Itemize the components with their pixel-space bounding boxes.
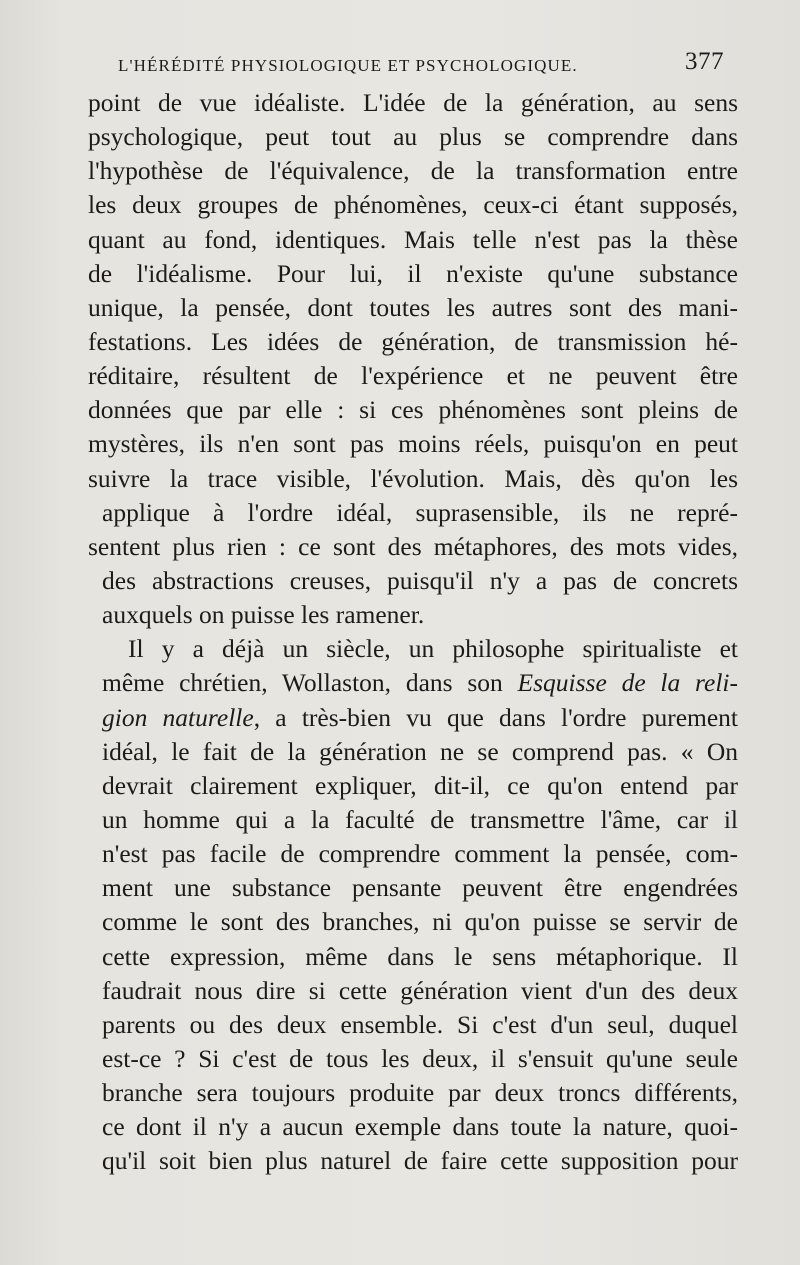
text-line: comme le sont des branches, ni qu'on puisse se servir de (102, 907, 738, 937)
text-line: point de vue idéaliste. L'idée de la génération, au sens (88, 88, 738, 117)
text-line (88, 701, 738, 735)
text-line: ce dont il n'y a aucun exemple dans toute la nature, quoi- (102, 1112, 738, 1142)
text-line: cette expression, même dans le sens métaphorique. Il (102, 941, 738, 971)
running-title: L'HÉRÉDITÉ PHYSIOLOGIQUE ET PSYCHOLOGIQUE. (118, 56, 578, 75)
running-head (118, 46, 724, 82)
text-line: faudrait nous dire si cette génération vient d'un des deux (102, 975, 738, 1005)
text-line: un homme qui a la faculté de transmettre l'âme, car il (102, 804, 738, 834)
book-title-italic: gion naturelle (102, 702, 254, 732)
text-line: idéal, le fait de la génération ne se comprend pas. « On (102, 736, 738, 766)
text-line: mystères, ils n'en sont pas moins réels, puisqu'on en peut (88, 429, 738, 459)
text-segment: même chrétien, Wollaston, dans son (102, 668, 518, 698)
paragraph-start-line: Il y a déjà un siècle, un philosophe spiritualiste et (128, 634, 738, 664)
text-line: réditaire, résultent de l'expérience et ne peuvent être (88, 361, 738, 391)
text-line: unique, la pensée, dont toutes les autres sont des mani- (88, 292, 738, 322)
book-title-italic: Esquisse de la reli- (517, 668, 738, 698)
text-line: applique à l'ordre idéal, suprasensible, ils ne repré- (102, 497, 738, 527)
text-line: devrait clairement expliquer, dit-il, ce qu'on entend par (102, 770, 738, 800)
text-line: des abstractions creuses, puisqu'il n'y a pas de concrets (102, 565, 738, 595)
text-line (88, 666, 738, 700)
text-line: suivre la trace visible, l'évolution. Mais, dès qu'on les (88, 463, 738, 493)
text-line: parents ou des deux ensemble. Si c'est d'un seul, duquel (102, 1009, 738, 1039)
text-line: n'est pas facile de comprendre comment la pensée, com- (102, 839, 738, 869)
text-line: de l'idéalisme. Pour lui, il n'existe qu'une substance (88, 258, 738, 288)
page-number: 377 (685, 48, 724, 75)
text-line: psychologique, peut tout au plus se comprendre dans (88, 122, 738, 152)
text-line: ment une substance pensante peuvent être engendrées (102, 873, 738, 903)
text-line: qu'il soit bien plus naturel de faire cette supposition pour (102, 1146, 738, 1176)
text-line: quant au fond, identiques. Mais telle n'est pas la thèse (88, 224, 738, 254)
text-segment: , a très-bien vu que dans l'ordre purement (253, 702, 739, 732)
text-line: l'hypothèse de l'équivalence, de la transformation entre (88, 156, 738, 186)
text-line: données que par elle : si ces phénomènes sont pleins de (88, 395, 738, 425)
text-line: festations. Les idées de génération, de transmission hé- (88, 326, 738, 356)
body-text (88, 86, 738, 1179)
paragraph-end-line: auxquels on puisse les ramener. (102, 600, 425, 630)
text-line: les deux groupes de phénomènes, ceux-ci étant supposés, (88, 190, 738, 220)
text-line: est-ce ? Si c'est de tous les deux, il s'ensuit qu'une seule (102, 1043, 738, 1073)
text-line: branche sera toujours produite par deux troncs différents, (102, 1078, 738, 1108)
text-line: sentent plus rien : ce sont des métaphores, des mots vides, (88, 531, 738, 561)
